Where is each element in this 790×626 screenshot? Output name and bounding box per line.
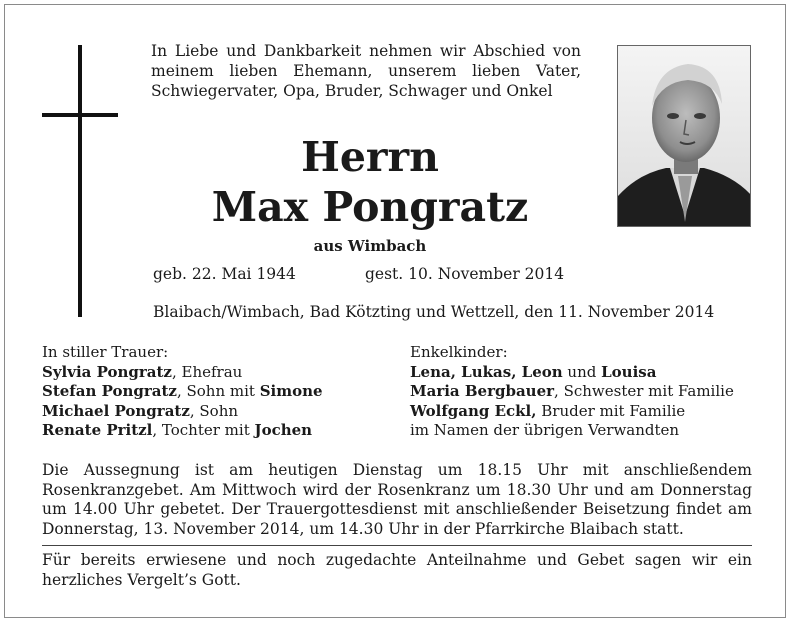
place-and-date: Blaibach/Wimbach, Bad Kötzting und Wettzell, den 11. November 2014 — [153, 303, 715, 321]
divider — [42, 545, 752, 546]
death-date: gest. 10. November 2014 — [365, 265, 565, 283]
mourner-row: Sylvia Pongratz, Ehefrau — [42, 362, 243, 381]
funeral-info: Die Aussegnung ist am heutigen Dienstag um 18.15 Uhr mit anschließendem Rosenkranzgebet. Am Mittwoch wird der Rosenkranz um 18.30 Uhr und am Donnerstag um 14.00 Uhr gebetet. Der Trauergottesdienst mit anschließender Beisetzung findet am Donnerstag, 13. November 2014, um 14.30 Uhr in der Pfarrkirche Blaibach statt. — [42, 461, 752, 538]
relatives-line: im Namen der übrigen Verwandten — [410, 421, 680, 439]
mourner-row: Stefan Pongratz, Sohn mit Simone — [42, 382, 323, 400]
cross-icon — [78, 45, 82, 317]
cross-icon-bar — [42, 113, 118, 117]
mourner-row: Maria Bergbauer, Schwester mit Familie — [410, 382, 734, 400]
mourner-row: Wolfgang Eckl, Bruder mit Familie — [410, 401, 686, 420]
origin-text: aus Wimbach — [313, 237, 427, 255]
obituary-notice — [4, 4, 786, 618]
mourner-row: Renate Pritzl, Tochter mit Jochen — [42, 421, 313, 439]
mourner-row: Michael Pongratz, Sohn — [42, 401, 239, 420]
birth-date: geb. 22. Mai 1944 — [153, 265, 296, 283]
thanks-text: Für bereits erwiesene und noch zugedachte Anteilnahme und Gebet sagen wir ein herzliches Vergelt’s Gott. — [42, 551, 752, 589]
grandchildren-heading: Enkelkinder: — [410, 343, 508, 361]
mourners-right — [410, 343, 760, 441]
grandchildren-names: Lena, Lukas, Leon und Louisa — [410, 362, 657, 381]
mourners-left — [42, 343, 392, 441]
intro-text: In Liebe und Dankbarkeit nehmen wir Abschied von meinem lieben Ehemann, unserem lieben Vater, Schwiegervater, Opa, Bruder, Schwager und Onkel — [151, 42, 581, 100]
salutation: Herrn — [301, 133, 439, 181]
mourners-heading: In stiller Trauer: — [42, 343, 169, 361]
deceased-name: Max Pongratz — [211, 183, 529, 231]
portrait-photo — [617, 45, 751, 227]
portrait-image — [618, 46, 751, 227]
